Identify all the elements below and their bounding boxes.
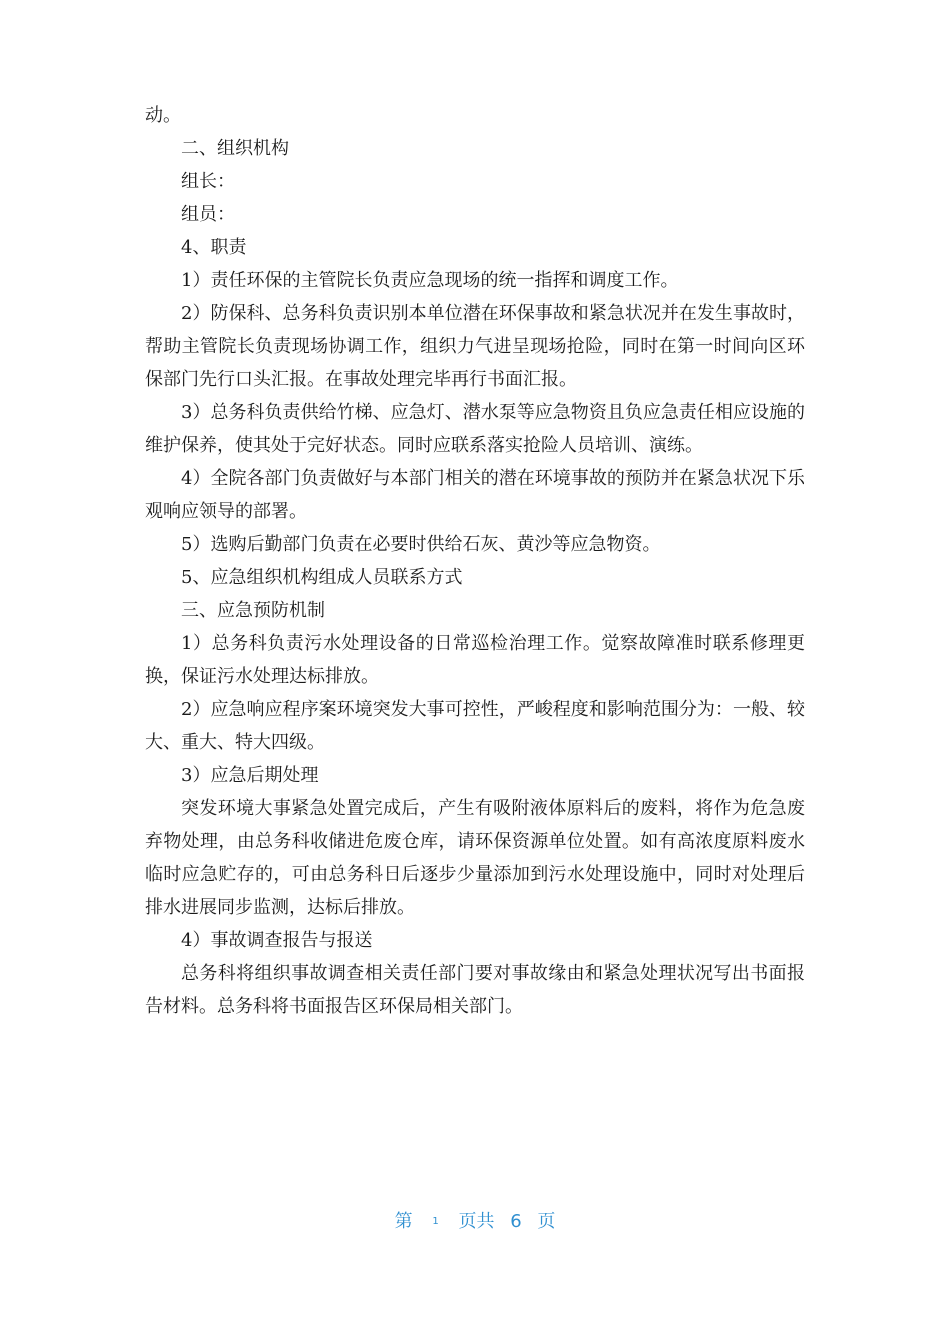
paragraph: 2）应急响应程序案环境突发大事可控性，严峻程度和影响范围分为：一般、较大、重大、特大四级。	[145, 699, 805, 753]
document-body	[145, 99, 805, 1023]
footer-middle: 页共	[458, 1211, 495, 1232]
paragraph: 组员：	[181, 204, 235, 225]
page-footer	[0, 1208, 950, 1236]
paragraph: 5、应急组织机构组成人员联系方式	[181, 567, 463, 588]
paragraph: 4、职责	[181, 237, 247, 258]
paragraph: 3）应急后期处理	[181, 765, 319, 786]
paragraph: 1）责任环保的主管院长负责应急现场的统一指挥和调度工作。	[181, 270, 679, 291]
paragraph: 总务科将组织事故调查相关责任部门要对事故缘由和紧急处理状况写出书面报告材料。总务科将书面报告区环保局相关部门。	[145, 963, 805, 1017]
footer-total-pages: 6	[510, 1211, 522, 1232]
paragraph: 三、应急预防机制	[181, 600, 325, 621]
paragraph: 5）选购后勤部门负责在必要时供给石灰、黄沙等应急物资。	[181, 534, 661, 555]
paragraph: 2）防保科、总务科负责识别本单位潜在环保事故和紧急状况并在发生事故时，帮助主管院长负责现场协调工作，组织力气进呈现场抢险，同时在第一时间向区环保部门先行口头汇报。在事故处理完毕再行书面汇报。	[145, 303, 805, 390]
paragraph: 4）全院各部门负责做好与本部门相关的潜在环境事故的预防并在紧急状况下乐观响应领导的部署。	[145, 468, 805, 522]
paragraph: 突发环境大事紧急处置完成后，产生有吸附液体原料后的废料，将作为危急废弃物处理，由总务科收储进危废仓库，请环保资源单位处置。如有高浓度原料废水临时应急贮存的，可由总务科日后逐步少量添加到污水处理设施中，同时对处理后排水进展同步监测，达标后排放。	[145, 798, 805, 918]
footer-prefix: 第	[394, 1211, 413, 1232]
paragraph: 3）总务科负责供给竹梯、应急灯、潜水泵等应急物资且负应急责任相应设施的维护保养，使其处于完好状态。同时应联系落实抢险人员培训、演练。	[145, 402, 805, 456]
footer-suffix: 页	[537, 1211, 556, 1232]
paragraph: 二、组织机构	[181, 138, 289, 159]
paragraph: 组长：	[181, 171, 235, 192]
paragraph: 1）总务科负责污水处理设备的日常巡检治理工作。觉察故障准时联系修理更换，保证污水处理达标排放。	[145, 633, 805, 687]
footer-current-page: 1	[432, 1216, 439, 1227]
paragraph: 动。	[145, 105, 181, 126]
paragraph: 4）事故调查报告与报送	[181, 930, 373, 951]
